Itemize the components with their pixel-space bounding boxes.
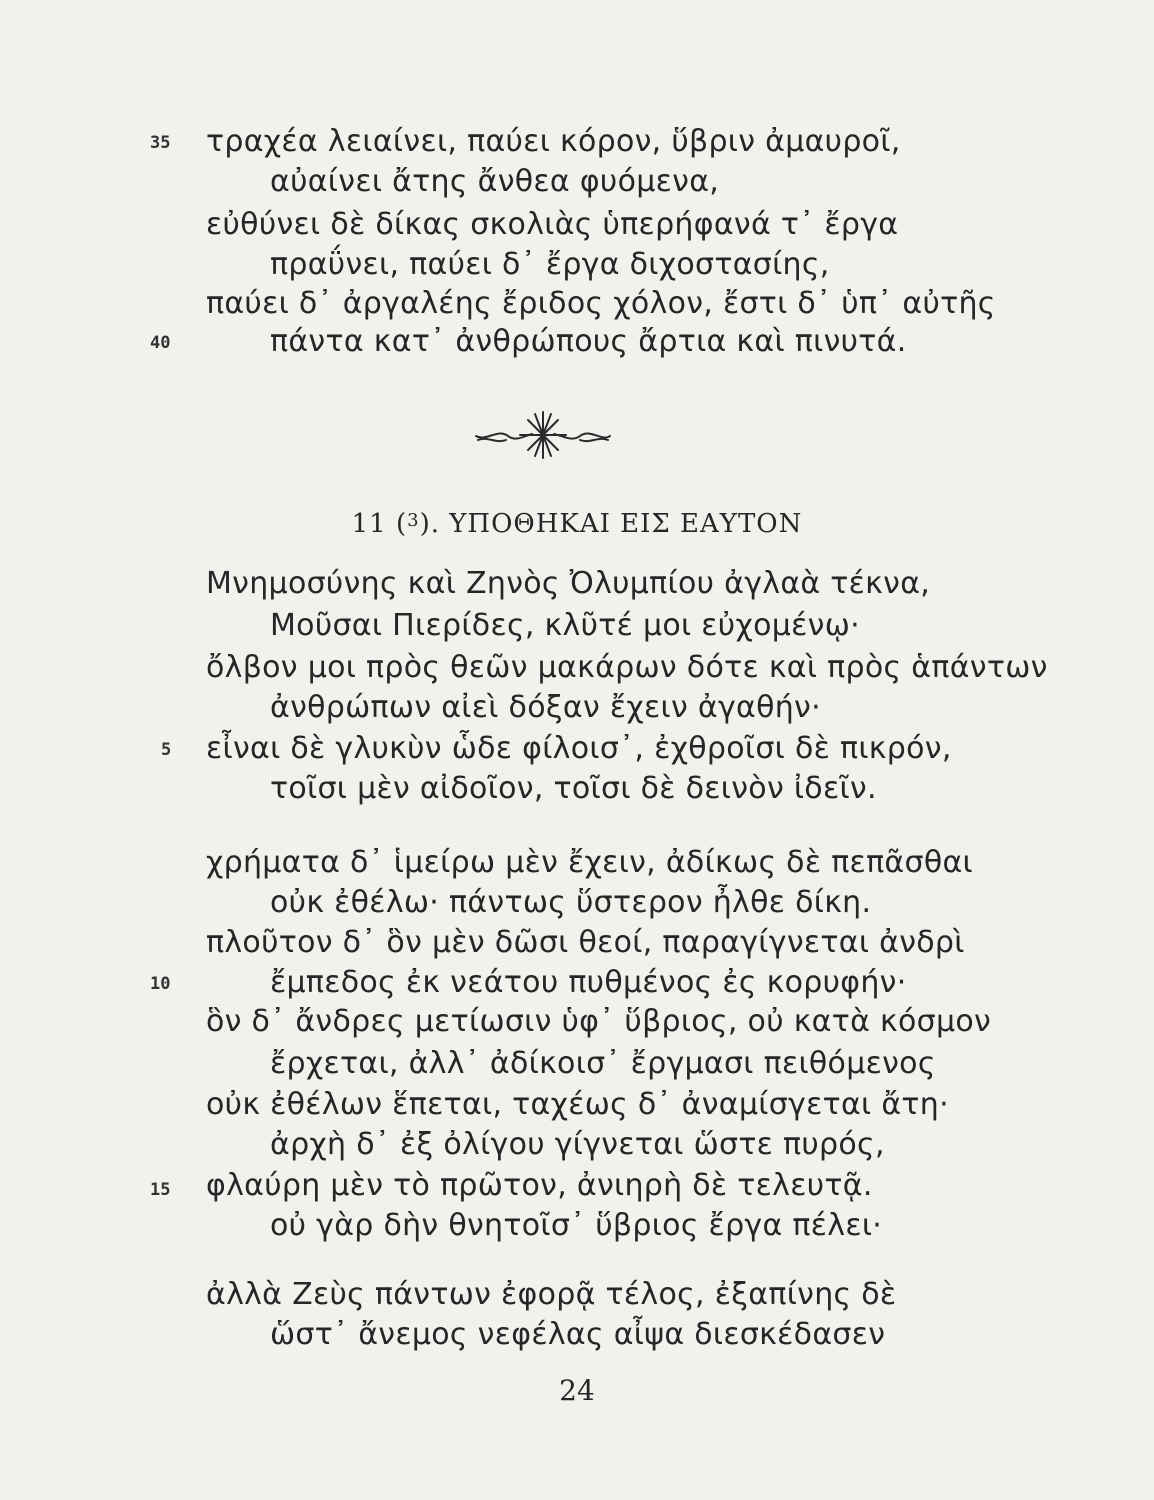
- verse-line: ὃν δ᾽ ἄνδρες μετίωσιν ὑφ᾽ ὕβριος, οὐ κατὰ κόσμον: [206, 1004, 992, 1039]
- verse-line: αὐαίνει ἄτης ἄνθεα φυόμενα,: [270, 164, 720, 199]
- poem-title-text: ). ΥΠΟΘΗΚΑΙ ΕΙΣ ΕΑΥΤΟΝ: [419, 509, 803, 539]
- verse-line: ὥστ᾽ ἄνεμος νεφέλας αἶψα διεσκέδασεν: [270, 1317, 886, 1352]
- verse-line: πάντα κατ᾽ ἀνθρώπους ἄρτια καὶ πινυτά.: [270, 324, 907, 359]
- verse-line: ἀλλὰ Ζεὺς πάντων ἐφορᾷ τέλος, ἐξαπίνης δὲ: [206, 1277, 897, 1312]
- verse-line: Μνημοσύνης καὶ Ζηνὸς Ὀλυμπίου ἀγλαὰ τέκνα,: [206, 566, 931, 601]
- line-number-35: 35: [150, 133, 171, 153]
- verse-line: πραΰνει, παύει δ᾽ ἔργα διχοστασίης,: [270, 247, 830, 282]
- verse-line: χρήματα δ᾽ ἱμείρω μὲν ἔχειν, ἀδίκως δὲ πεπᾶσθαι: [206, 845, 973, 880]
- verse-line: τραχέα λειαίνει, παύει κόρον, ὕβριν ἀμαυροῖ,: [206, 124, 901, 159]
- verse-line: τοῖσι μὲν αἰδοῖον, τοῖσι δὲ δεινὸν ἰδεῖν.: [270, 771, 877, 806]
- verse-line: οὐκ ἐθέλων ἕπεται, ταχέως δ᾽ ἀναμίσγεται ἄτη·: [206, 1087, 949, 1122]
- poem-title-number: 11 (: [351, 509, 408, 539]
- verse-line: εὐθύνει δὲ δίκας σκολιὰς ὑπερήφανά τ᾽ ἔργα: [206, 207, 899, 242]
- verse-line: φλαύρη μὲν τὸ πρῶτον, ἀνιηρὴ δὲ τελευτᾷ.: [206, 1168, 873, 1203]
- line-number-5: 5: [161, 740, 172, 760]
- page-number: 24: [559, 1374, 595, 1407]
- flourish-ornament-icon: [468, 406, 618, 462]
- verse-line: πλοῦτον δ᾽ ὃν μὲν δῶσι θεοί, παραγίγνεται ἀνδρὶ: [206, 925, 965, 960]
- verse-line: οὐκ ἐθέλω· πάντως ὕστερον ἦλθε δίκη.: [270, 885, 872, 920]
- verse-line: ὄλβον μοι πρὸς θεῶν μακάρων δότε καὶ πρὸς ἁπάντων: [206, 650, 1048, 685]
- verse-line: ἀνθρώπων αἰεὶ δόξαν ἔχειν ἀγαθήν·: [270, 690, 821, 725]
- verse-line: οὐ γὰρ δὴν θνητοῖσ᾽ ὕβριος ἔργα πέλει·: [270, 1208, 883, 1243]
- verse-line: ἔμπεδος ἐκ νεάτου πυθμένος ἐς κορυφήν·: [270, 965, 907, 1000]
- poem-title: [0, 505, 1154, 540]
- verse-line: Μοῦσαι Πιερίδες, κλῦτέ μοι εὐχομένῳ·: [270, 608, 860, 643]
- verse-line: ἔρχεται, ἀλλ᾽ ἀδίκοισ᾽ ἔργμασι πειθόμενος: [270, 1046, 936, 1081]
- verse-line: εἶναι δὲ γλυκὺν ὧδε φίλοισ᾽, ἐχθροῖσι δὲ πικρόν,: [206, 731, 952, 766]
- line-number-40: 40: [150, 333, 171, 353]
- line-number-15: 15: [150, 1180, 171, 1200]
- verse-line: παύει δ᾽ ἀργαλέης ἔριδος χόλον, ἔστι δ᾽ ὑπ᾽ αὐτῆς: [206, 286, 996, 321]
- line-number-10: 10: [150, 974, 171, 994]
- verse-line: ἀρχὴ δ᾽ ἐξ ὀλίγου γίγνεται ὥστε πυρός,: [270, 1127, 885, 1162]
- footnote-marker: 3: [407, 510, 420, 531]
